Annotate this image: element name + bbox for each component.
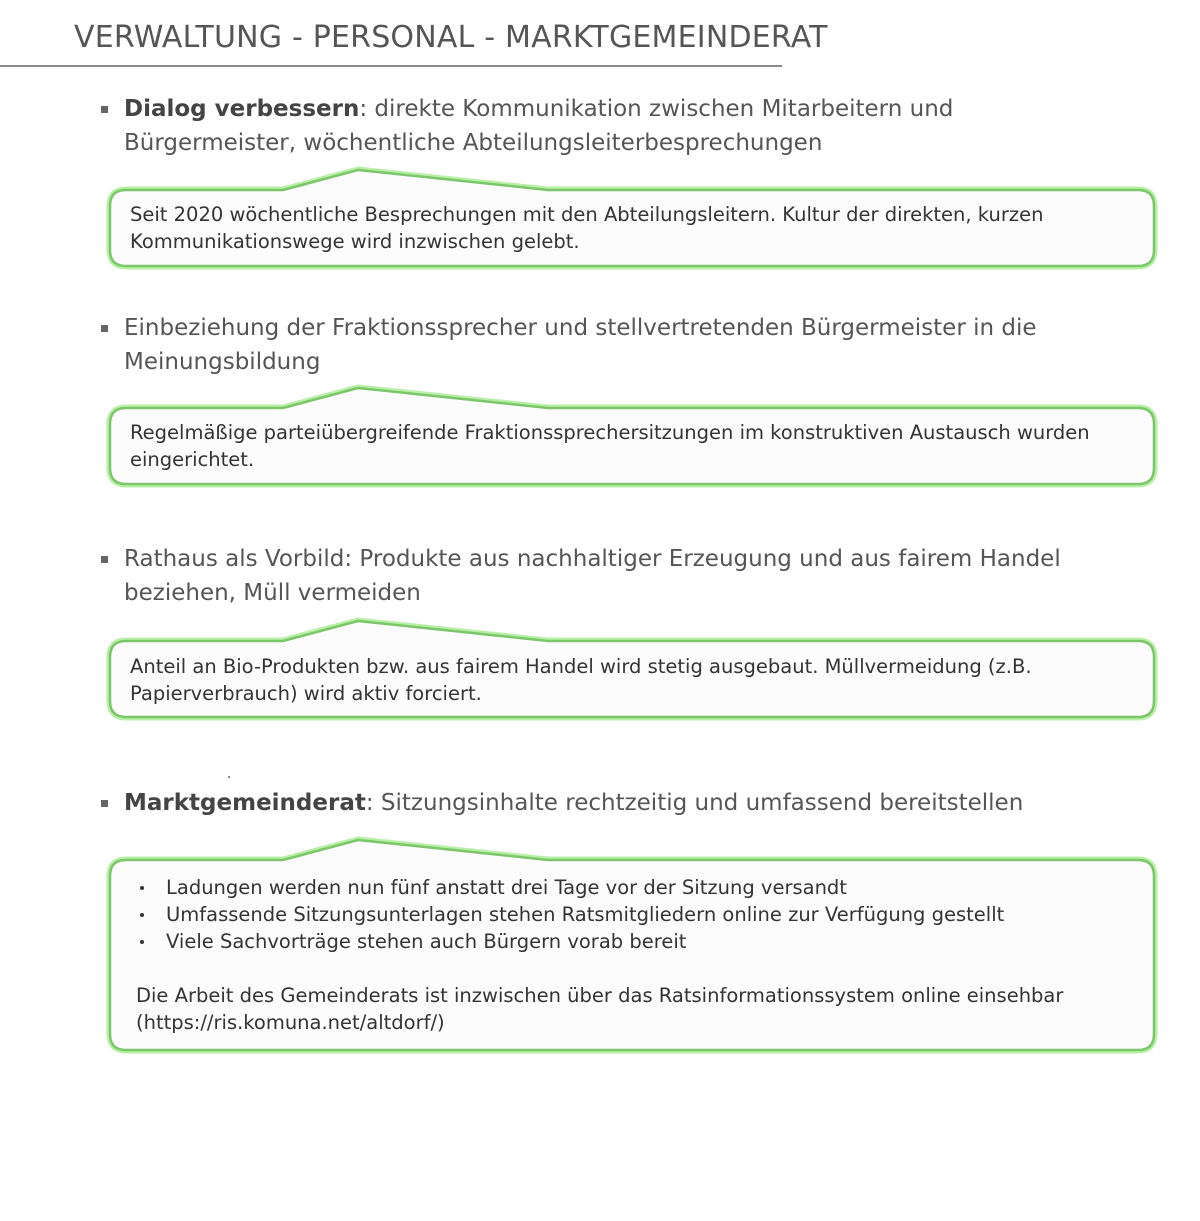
list-item bbox=[136, 874, 1128, 901]
callout-note bbox=[108, 619, 1158, 723]
callout-note bbox=[108, 838, 1158, 1056]
callout-body bbox=[136, 874, 1128, 1036]
square-bullet-icon bbox=[101, 325, 108, 332]
callout-note bbox=[108, 386, 1158, 490]
page-title: VERWALTUNG - PERSONAL - MARKTGEMEINDERAT bbox=[74, 20, 828, 55]
square-bullet-icon bbox=[101, 106, 108, 113]
section-item-fraktion bbox=[124, 311, 1114, 379]
dot-bullet-icon bbox=[140, 913, 144, 917]
section-item-rathaus bbox=[124, 542, 1114, 610]
list-item bbox=[136, 928, 1128, 955]
section-item-dialog bbox=[124, 92, 1114, 160]
callout-footer-text: Die Arbeit des Gemeinderats ist inzwischen über das Ratsinformationssystem online einsehbar (https://ris.komuna.net/altdorf/) bbox=[136, 984, 1064, 1034]
callout-text: Regelmäßige parteiübergreifende Fraktionssprechersitzungen im konstruktiven Austausch wurden eingerichtet. bbox=[130, 421, 1090, 471]
stray-mark bbox=[228, 776, 230, 778]
callout-text: Anteil an Bio-Produkten bzw. aus fairem Handel wird stetig ausgebaut. Müllvermeidung (z.B. Papierverbrauch) wird aktiv forciert. bbox=[130, 655, 1032, 705]
item-bold-lead: Dialog verbessern bbox=[124, 96, 360, 122]
section-item-marktgemeinderat bbox=[124, 786, 1114, 820]
square-bullet-icon bbox=[101, 556, 108, 563]
list-item-text: Umfassende Sitzungsunterlagen stehen Ratsmitgliedern online zur Verfügung gestellt bbox=[166, 903, 1005, 926]
callout-text: Seit 2020 wöchentliche Besprechungen mit den Abteilungsleitern. Kultur der direkten, kurzen Kommunikationswege wird inzwischen gelebt. bbox=[130, 203, 1044, 253]
dot-bullet-icon bbox=[140, 940, 144, 944]
item-text: : Sitzungsinhalte rechtzeitig und umfassend bereitstellen bbox=[365, 790, 1024, 816]
item-bold-lead: Marktgemeinderat bbox=[124, 790, 366, 816]
dot-bullet-icon bbox=[140, 886, 144, 890]
item-text: Rathaus als Vorbild: Produkte aus nachhaltiger Erzeugung und aus fairem Handel beziehen, Müll vermeiden bbox=[124, 546, 1061, 606]
item-text: : direkte Kommunikation zwischen Mitarbeitern und Bürgermeister, wöchentliche Abteilungsleiterbesprechungen bbox=[124, 96, 954, 156]
list-item-text: Ladungen werden nun fünf anstatt drei Tage vor der Sitzung versandt bbox=[166, 876, 847, 899]
item-text: Einbeziehung der Fraktionssprecher und stellvertretenden Bürgermeister in die Meinungsbildung bbox=[124, 315, 1037, 375]
square-bullet-icon bbox=[101, 800, 108, 807]
callout-note bbox=[108, 168, 1158, 272]
list-item-text: Viele Sachvorträge stehen auch Bürgern vorab bereit bbox=[166, 930, 687, 953]
title-underline bbox=[0, 65, 782, 67]
callout-list bbox=[136, 874, 1128, 955]
list-item bbox=[136, 901, 1128, 928]
